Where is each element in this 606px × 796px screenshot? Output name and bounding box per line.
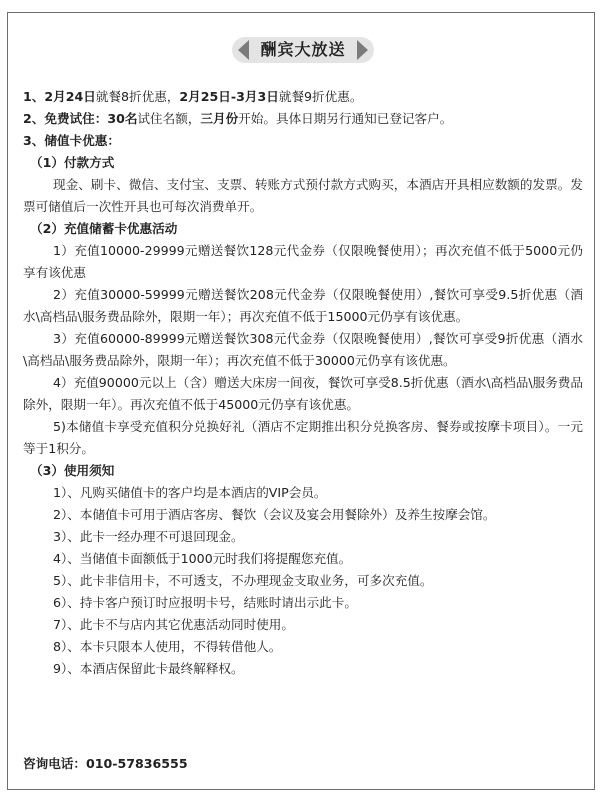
promo-1-date-1: 2月24日 <box>44 89 96 104</box>
main-content <box>23 86 583 680</box>
notes-heading: （3）使用须知 <box>30 463 115 478</box>
page-title: 酬宾大放送 <box>260 40 346 59</box>
recharge-item-1: 1）充值10000-29999元赠送餐饮128元代金券（仅限晚餐使用）；再次充值不低于5000元仍享有该优惠 <box>23 243 583 280</box>
notes-item-7: 7）、此卡不与店内其它优惠活动同时使用。 <box>53 617 294 632</box>
promo-2-count: 30名 <box>107 111 138 126</box>
promo-1-date-2: 2月25日-3月3日 <box>179 89 279 104</box>
promo-2-lead: 2、免费试住： <box>23 111 108 126</box>
contact-phone: 咨询电话：010-57836555 <box>23 756 188 771</box>
promo-1-number: 1、 <box>23 89 45 104</box>
notes-item-9: 9）、本酒店保留此卡最终解释权。 <box>53 661 244 676</box>
title-left-cap-icon <box>238 40 249 60</box>
notes-item-2: 2）、本储值卡可用于酒店客房、餐饮（会议及宴会用餐除外）及养生按摩会馆。 <box>53 507 496 522</box>
notes-item-6: 6）、持卡客户预订时应报明卡号，结账时请出示此卡。 <box>53 595 357 610</box>
notes-item-8: 8）、本卡只限本人使用，不得转借他人。 <box>53 639 282 654</box>
notes-item-5: 5）、此卡非信用卡，不可透支，不办理现金支取业务，可多次充值。 <box>53 573 433 588</box>
recharge-item-3: 3）充值60000-89999元赠送餐饮308元代金券（仅限晚餐使用）,餐饮可享受9折优惠（酒水\高档品\服务费品除外，限期一年）；再次充值不低于30000元仍享有该优惠。 <box>23 331 583 368</box>
recharge-item-5: 5)本储值卡享受充值积分兑换好礼（酒店不定期推出积分兑换客房、餐券或按摩卡项目）。一元等于1积分。 <box>23 419 583 456</box>
payment-heading: （1）付款方式 <box>30 155 115 170</box>
title-wrap <box>0 37 606 63</box>
promo-1 <box>23 86 583 108</box>
notes-item-3: 3）、此卡一经办理不可退回现金。 <box>53 529 244 544</box>
promo-1-text-1: 就餐8折优惠， <box>95 89 180 104</box>
promo-2-text-2: 开始。具体日期另行通知已登记客户。 <box>238 111 453 126</box>
recharge-item-4: 4）充值90000元以上（含）赠送大床房一间夜，餐饮可享受8.5折优惠（酒水\高档品\服务费品除外，限期一年）。再次充值不低于45000元仍享有该优惠。 <box>23 375 583 412</box>
recharge-item-2: 2）充值30000-59999元赠送餐饮208元代金券（仅限晚餐使用）,餐饮可享受9.5折优惠（酒水\高档品\服务费品除外，限期一年）；再次充值不低于15000元仍享有该优惠。 <box>23 287 583 324</box>
promo-2-month: 三月份 <box>200 111 239 126</box>
title-right-cap-icon <box>357 40 368 60</box>
payment-text: 现金、刷卡、微信、支付宝、支票、转账方式预付款方式购买，本酒店开具相应数额的发票。发票可储值后一次性开具也可每次消费单开。 <box>23 177 583 214</box>
promo-3-heading: 3、储值卡优惠： <box>23 133 120 148</box>
notes-item-4: 4）、当储值卡面额低于1000元时我们将提醒您充值。 <box>53 551 352 566</box>
promo-2 <box>23 108 583 130</box>
notes-item-1: 1）、凡购买储值卡的客户均是本酒店的VIP会员。 <box>53 485 327 500</box>
promo-2-text-1: 试住名额， <box>137 111 201 126</box>
recharge-heading: （2）充值储蓄卡优惠活动 <box>30 221 178 236</box>
promo-1-text-2: 就餐9折优惠。 <box>278 89 363 104</box>
title-badge <box>232 37 373 63</box>
